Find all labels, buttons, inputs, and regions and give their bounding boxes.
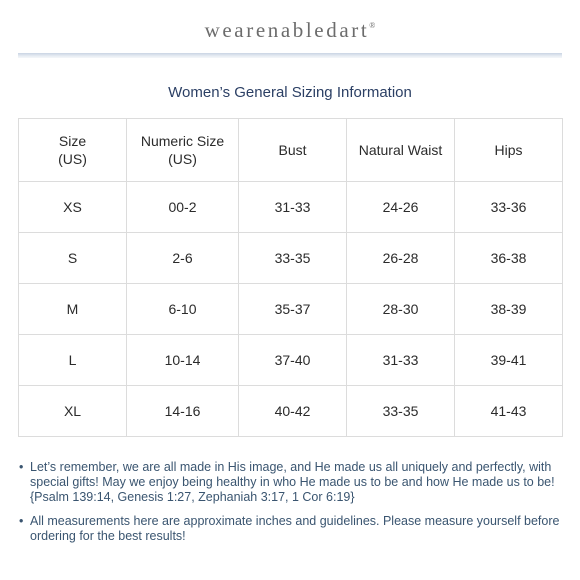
- size-chart-table: [18, 118, 563, 437]
- cell-hips: 41-43: [455, 386, 563, 437]
- cell-size: XL: [19, 386, 127, 437]
- note-text: Let’s remember, we are all made in His image, and He made us all uniquely and perfectly, with special gifts! May we enjoy being healthy in who He made us to be and how He made us to be! {Psalm 139:14, Genesis 1:27, Zephaniah 3:17, 1 Cor 6:19}: [30, 460, 555, 504]
- note-item: [19, 514, 564, 544]
- bullet-icon: •: [19, 514, 24, 528]
- cell-size: S: [19, 233, 127, 284]
- notes-list: [19, 460, 564, 553]
- note-text: All measurements here are approximate inches and guidelines. Please measure yourself before ordering for the best results!: [30, 514, 560, 543]
- cell-hips: 33-36: [455, 182, 563, 233]
- header-natural-waist: Natural Waist: [347, 119, 455, 182]
- cell-numeric: 2-6: [127, 233, 239, 284]
- cell-waist: 28-30: [347, 284, 455, 335]
- cell-hips: 38-39: [455, 284, 563, 335]
- cell-bust: 33-35: [239, 233, 347, 284]
- cell-hips: 39-41: [455, 335, 563, 386]
- cell-size: M: [19, 284, 127, 335]
- cell-bust: 40-42: [239, 386, 347, 437]
- cell-numeric: 10-14: [127, 335, 239, 386]
- cell-numeric: 00-2: [127, 182, 239, 233]
- cell-size: L: [19, 335, 127, 386]
- cell-numeric: 14-16: [127, 386, 239, 437]
- table-row: [19, 335, 563, 386]
- note-item: [19, 460, 564, 505]
- header-numeric-line1: Numeric Size: [140, 133, 225, 149]
- cell-bust: 35-37: [239, 284, 347, 335]
- header-numeric-size: [127, 119, 239, 182]
- table-row: [19, 284, 563, 335]
- cell-waist: 31-33: [347, 335, 455, 386]
- header-hips: Hips: [455, 119, 563, 182]
- header-divider: [18, 53, 562, 58]
- cell-size: XS: [19, 182, 127, 233]
- header-size: [19, 119, 127, 182]
- table-header-row: [19, 119, 563, 182]
- cell-numeric: 6-10: [127, 284, 239, 335]
- brand-name: wearenabledart: [204, 18, 370, 42]
- table-row: [19, 233, 563, 284]
- cell-waist: 24-26: [347, 182, 455, 233]
- cell-waist: 33-35: [347, 386, 455, 437]
- cell-bust: 37-40: [239, 335, 347, 386]
- cell-waist: 26-28: [347, 233, 455, 284]
- header-size-line1: Size: [58, 133, 87, 149]
- brand-logo: [0, 18, 580, 43]
- bullet-icon: •: [19, 460, 24, 474]
- table-row: [19, 182, 563, 233]
- header-bust: Bust: [239, 119, 347, 182]
- header-numeric-line2: (US): [168, 151, 197, 167]
- table-row: [19, 386, 563, 437]
- page-title: Women’s General Sizing Information: [168, 84, 412, 101]
- cell-hips: 36-38: [455, 233, 563, 284]
- cell-bust: 31-33: [239, 182, 347, 233]
- registered-mark: ®: [369, 21, 376, 30]
- header-size-line2: (US): [58, 151, 87, 167]
